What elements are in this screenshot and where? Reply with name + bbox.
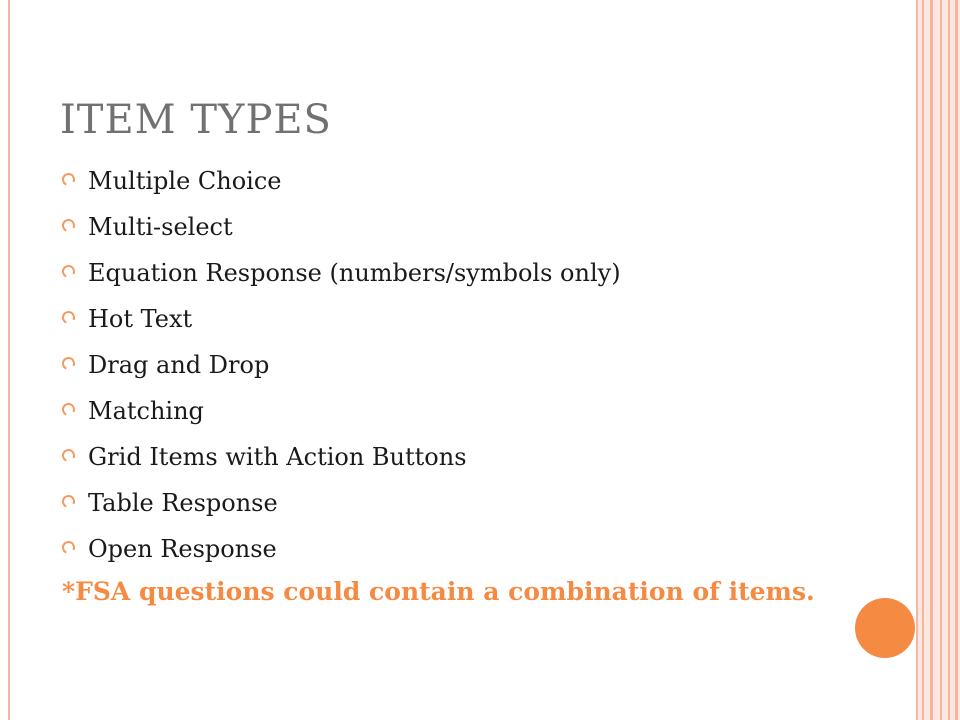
bullet-icon [60, 493, 77, 510]
bullet-item-hot-text [62, 296, 822, 342]
bullet-text: Drag and Drop [88, 351, 270, 379]
bullet-icon [60, 447, 77, 464]
bullet-item-table-response [62, 480, 822, 526]
bullet-text: Multiple Choice [88, 167, 282, 195]
bullet-text: Multi-select [88, 213, 233, 241]
orange-circle-decoration [855, 598, 915, 658]
slide-title: ITEM TYPES [60, 97, 332, 143]
bullet-item-multi-select [62, 204, 822, 250]
bullet-icon [60, 539, 77, 556]
bullet-item-open-response [62, 526, 822, 572]
bullet-icon [60, 309, 77, 326]
bullet-icon [60, 355, 77, 372]
bullet-icon [60, 171, 77, 188]
stripe [940, 0, 942, 720]
bullet-item-equation-response [62, 250, 822, 296]
bullet-item-matching [62, 388, 822, 434]
bullet-text: Open Response [88, 535, 277, 563]
bullet-icon [60, 217, 77, 234]
bullet-item-grid-items [62, 434, 822, 480]
bullet-icon [60, 401, 77, 418]
bullet-item-drag-and-drop [62, 342, 822, 388]
stripe [930, 0, 933, 720]
stripe [922, 0, 924, 720]
decorative-stripes [918, 0, 960, 720]
stripe [955, 0, 958, 720]
bullet-icon [60, 263, 77, 280]
bullet-text: Equation Response (numbers/symbols only) [88, 259, 621, 287]
bullet-text: Matching [88, 397, 204, 425]
stripe [948, 0, 950, 720]
bullet-text: Table Response [88, 489, 278, 517]
bullet-text: Grid Items with Action Buttons [88, 443, 467, 471]
bullet-text: Hot Text [88, 305, 193, 333]
bullet-list [62, 158, 822, 572]
bullet-item-multiple-choice [62, 158, 822, 204]
combination-note: *FSA questions could contain a combination of items. [62, 577, 815, 606]
